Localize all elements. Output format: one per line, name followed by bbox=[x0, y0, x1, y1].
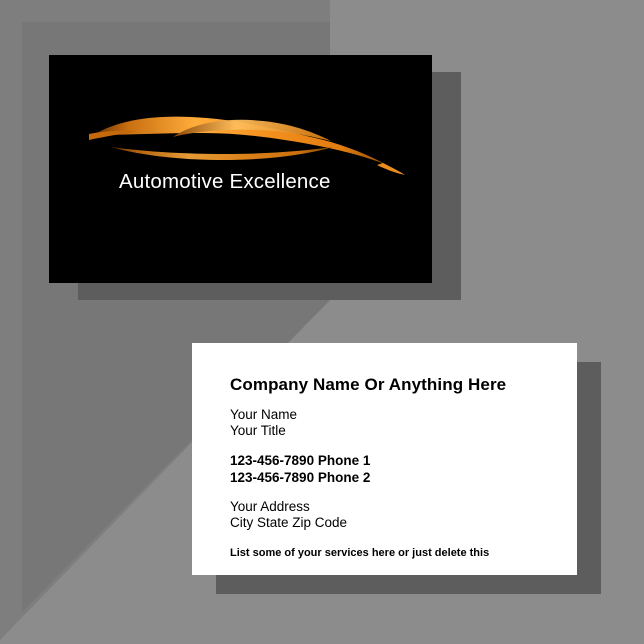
back-card-content bbox=[230, 375, 563, 559]
back-business-card bbox=[192, 343, 577, 575]
phone-2: 123-456-7890 Phone 2 bbox=[230, 470, 371, 485]
contact-title: Your Title bbox=[230, 423, 286, 438]
spacer-1 bbox=[230, 439, 563, 452]
contact-name: Your Name bbox=[230, 407, 298, 422]
front-business-card bbox=[49, 55, 432, 283]
city-state-zip-line: City State Zip Code bbox=[230, 515, 348, 530]
spacer-2 bbox=[230, 486, 563, 499]
phone-1: 123-456-7890 Phone 1 bbox=[230, 453, 371, 468]
address-line: Your Address bbox=[230, 499, 310, 514]
front-card-title: Automotive Excellence bbox=[119, 170, 331, 193]
services-line: List some of your services here or just delete this bbox=[230, 547, 490, 559]
company-name: Company Name Or Anything Here bbox=[230, 375, 507, 394]
orange-car-silhouette-swoosh-icon bbox=[87, 107, 407, 179]
